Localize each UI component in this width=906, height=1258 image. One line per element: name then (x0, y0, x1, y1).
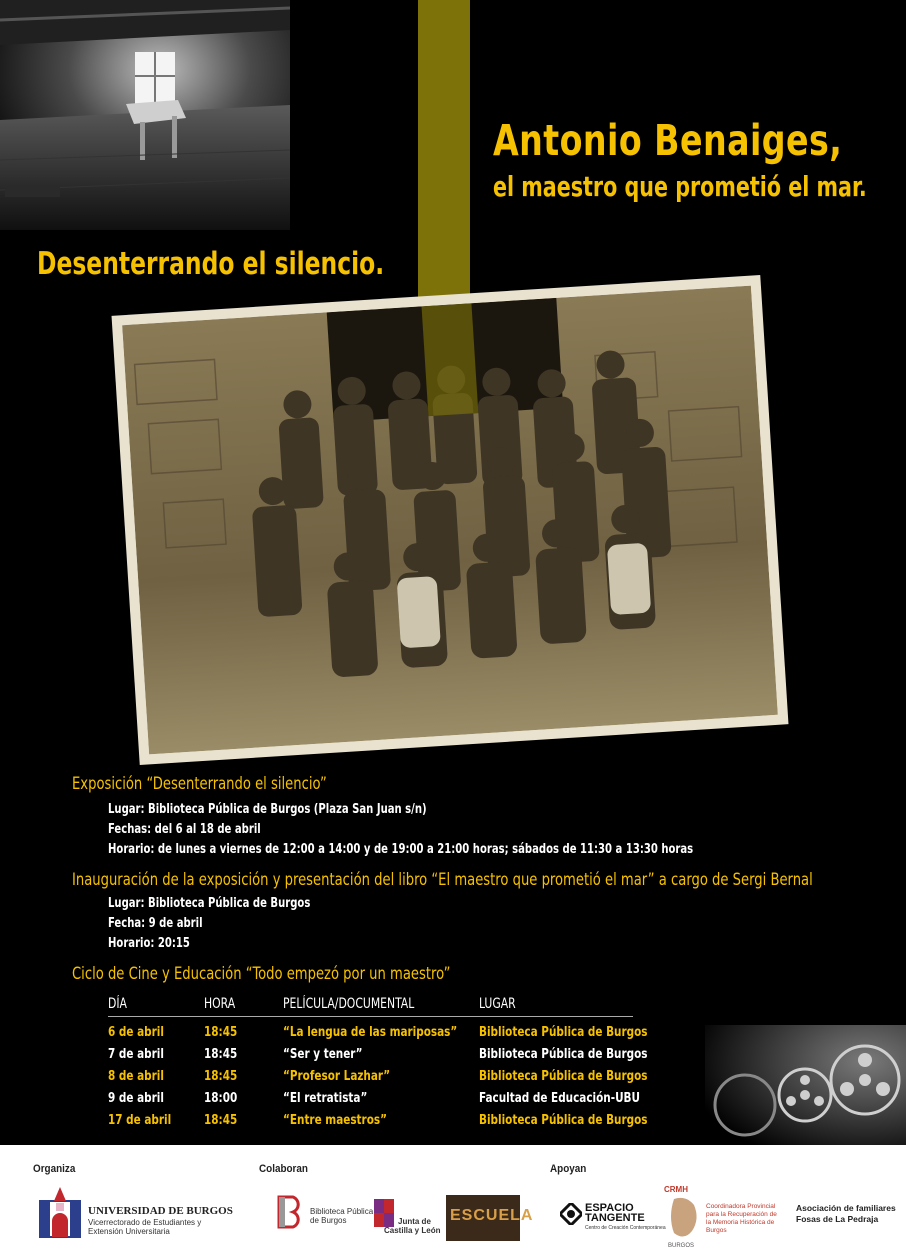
cell-hora: 18:45 (204, 1024, 238, 1040)
cell-hora: 18:45 (204, 1046, 238, 1062)
inauguracion-title: Inauguración de la exposición y presentación del libro “El maestro que prometió el mar” a cargo de Sergi Bernal (72, 870, 813, 890)
inauguracion-horario: Horario: 20:15 (108, 936, 190, 951)
cell-dia: 17 de abril (108, 1112, 172, 1128)
cell-lugar: Biblioteca Pública de Burgos (479, 1024, 648, 1040)
exposicion-lugar: Lugar: Biblioteca Pública de Burgos (Plaza San Juan s/n) (108, 802, 427, 817)
table-row (108, 1024, 648, 1046)
ubu-logo-icon (36, 1187, 84, 1239)
poster-title: Antonio Benaiges, (493, 116, 843, 166)
cell-lugar: Facultad de Educación-UBU (479, 1090, 640, 1106)
cell-pelicula: “El retratista” (283, 1090, 368, 1106)
table-header-divider (108, 1016, 633, 1017)
cell-pelicula: “Entre maestros” (283, 1112, 387, 1128)
crmh-text-2: para la Recuperación de (706, 1211, 777, 1218)
apoyan-label: Apoyan (550, 1163, 587, 1175)
inauguracion-lugar: Lugar: Biblioteca Pública de Burgos (108, 896, 311, 911)
poster-tagline: Desenterrando el silencio. (37, 246, 385, 282)
ubu-sub1: Vicerrectorado de Estudiantes y (88, 1218, 202, 1227)
class-photograph (112, 275, 789, 765)
exposicion-horario: Horario: de lunes a viernes de 12:00 a 14:00 y de 19:00 a 21:00 horas; sábados de 11:30 a 13:30 horas (108, 842, 694, 857)
header-hora: HORA (204, 996, 236, 1012)
crmh-text-1: Coordinadora Provincial (706, 1203, 776, 1210)
sponsors-footer (0, 1145, 906, 1258)
junta-text-2: Castilla y León (384, 1226, 441, 1235)
crmh-logo-icon (664, 1195, 704, 1243)
colaboran-label: Colaboran (259, 1163, 308, 1175)
inauguracion-fecha: Fecha: 9 de abril (108, 916, 203, 931)
cell-dia: 8 de abril (108, 1068, 164, 1084)
film-reels-image (705, 1025, 906, 1145)
espacio-text-1: ESPACIO (585, 1202, 634, 1214)
cell-dia: 6 de abril (108, 1024, 164, 1040)
cell-lugar: Biblioteca Pública de Burgos (479, 1112, 648, 1128)
crmh-logo-text: CRMH (664, 1185, 688, 1194)
cell-dia: 9 de abril (108, 1090, 164, 1106)
cell-pelicula: “La lengua de las mariposas” (283, 1024, 458, 1040)
cell-hora: 18:45 (204, 1112, 238, 1128)
biblioteca-text-1: Biblioteca Pública (310, 1207, 374, 1216)
biblioteca-text-2: de Burgos (310, 1216, 347, 1225)
ciclo-title: Ciclo de Cine y Educación “Todo empezó por un maestro” (72, 964, 451, 984)
espacio-text-2: TANGENTE (585, 1212, 645, 1224)
poster-subtitle: el maestro que prometió el mar. (493, 170, 867, 203)
crmh-bottom-text: BURGOS (668, 1243, 695, 1249)
cell-dia: 7 de abril (108, 1046, 164, 1062)
table-row (108, 1112, 648, 1134)
crmh-text-3: la Memoria Histórica de (706, 1219, 775, 1226)
cell-pelicula: “Ser y tener” (283, 1046, 363, 1062)
cell-pelicula: “Profesor Lazhar” (283, 1068, 391, 1084)
asociacion-text-2: Fosas de La Pedraja (796, 1214, 879, 1224)
header-pelicula: PELÍCULA/DOCUMENTAL (283, 996, 415, 1012)
header-lugar: LUGAR (479, 996, 516, 1012)
junta-logo-icon (374, 1199, 394, 1227)
organiza-label: Organiza (33, 1163, 76, 1175)
biblioteca-logo-icon (276, 1195, 306, 1229)
cell-hora: 18:45 (204, 1068, 238, 1084)
crmh-text-4: Burgos (706, 1227, 727, 1234)
header-dia: DÍA (108, 996, 127, 1012)
espacio-text-3: Centro de Creación Contemporánea (585, 1225, 666, 1231)
cell-hora: 18:00 (204, 1090, 238, 1106)
cell-lugar: Biblioteca Pública de Burgos (479, 1046, 648, 1062)
table-row (108, 1068, 648, 1090)
table-row (108, 1046, 648, 1068)
junta-text-1: Junta de (398, 1217, 431, 1226)
escuela-film-logo (446, 1195, 534, 1241)
exposicion-fechas: Fechas: del 6 al 18 de abril (108, 822, 261, 837)
asociacion-text-1: Asociación de familiares (796, 1203, 896, 1213)
ubu-name: UNIVERSIDAD DE BURGOS (88, 1205, 233, 1217)
classroom-photo (0, 0, 290, 230)
cell-lugar: Biblioteca Pública de Burgos (479, 1068, 648, 1084)
table-row (108, 1090, 640, 1112)
exposicion-title: Exposición “Desenterrando el silencio” (72, 774, 327, 794)
escuela-text: ESCUELA (450, 1207, 534, 1224)
ubu-sub2: Extensión Universitaria (88, 1227, 170, 1236)
espacio-tangente-icon (560, 1203, 582, 1225)
